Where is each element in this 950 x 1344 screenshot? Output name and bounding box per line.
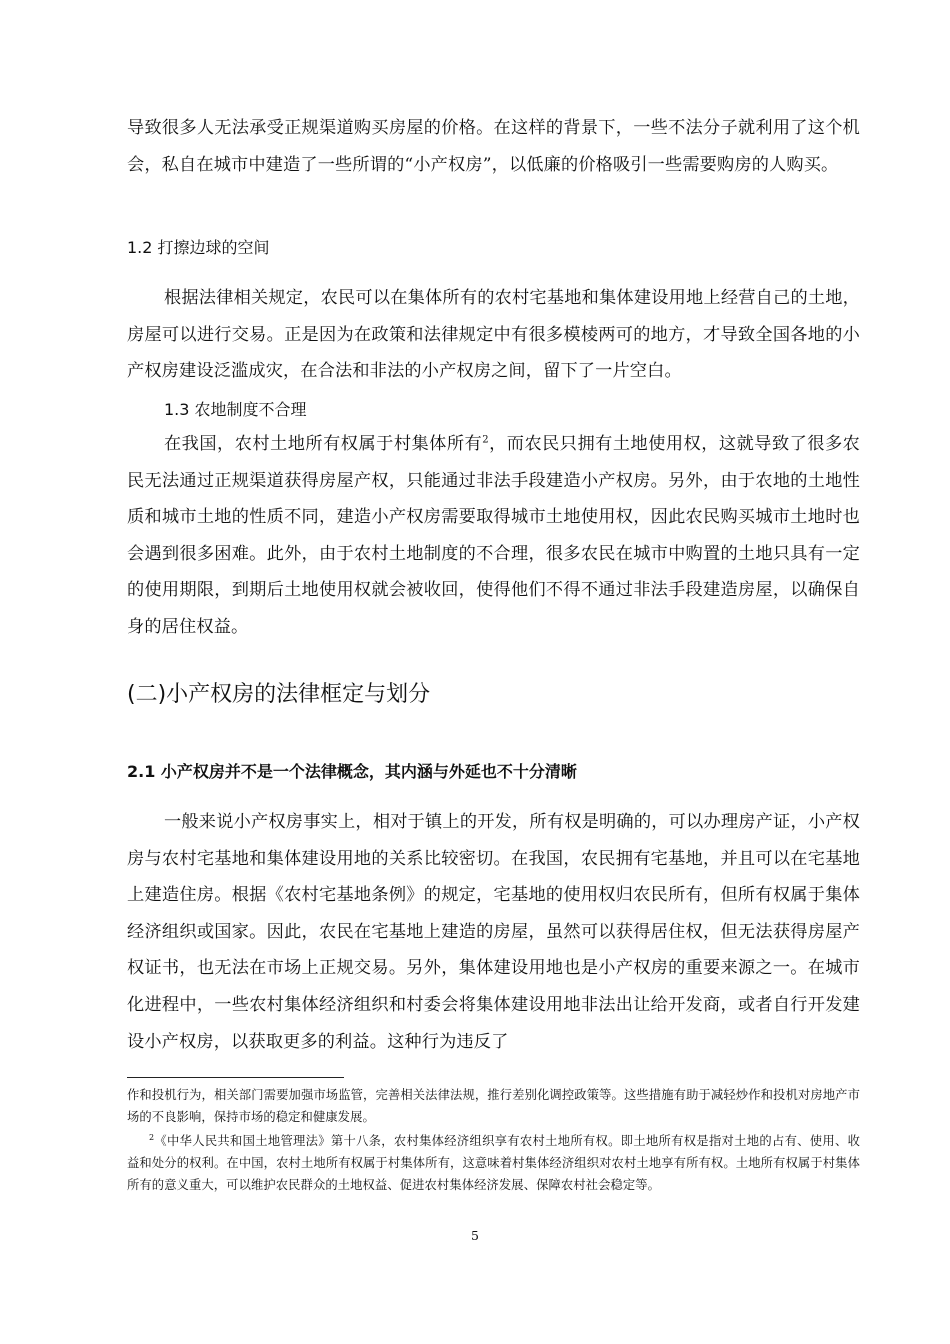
- footnote-marker-2: 2: [149, 1132, 155, 1142]
- footnote-2-text: 《中华人民共和国土地管理法》第十八条，农村集体经济组织享有农村土地所有权。即土地所有权是指对土地的占有、使用、收益和处分的权利。在中国，农村土地所有权属于村集体所有，这意味着村集体经济组织对农村土地享有所有权。土地所有权属于村集体所有的意义重大，可以维护农民群众的土地权益、促进农村集体经济发展、保障农村社会稳定等。: [127, 1134, 860, 1192]
- paragraph-text-part-1: 在我国，农村土地所有权属于村集体所有: [164, 434, 483, 454]
- body-paragraph-continued: 导致很多人无法承受正规渠道购买房屋的价格。在这样的背景下，一些不法分子就利用了这个机会，私自在城市中建造了一些所谓的“小产权房”，以低廉的价格吸引一些需要购房的人购买。: [127, 118, 860, 175]
- body-paragraph-1-3: [127, 426, 860, 646]
- heading-2-1: 2.1 小产权房并不是一个法律概念，其内涵与外延也不十分清晰: [127, 762, 577, 781]
- body-paragraph-1-2: 根据法律相关规定，农民可以在集体所有的农村宅基地和集体建设用地上经营自己的土地，房屋可以进行交易。正是因为在政策和法律规定中有很多模棱两可的地方，才导致全国各地的小产权房建设泛滥成灾，在合法和非法的小产权房之间，留下了一片空白。: [127, 288, 860, 382]
- footnote-2: [127, 1130, 860, 1196]
- footnote-continued: 作和投机行为，相关部门需要加强市场监管，完善相关法律法规，推行差别化调控政策等。这些措施有助于减轻炒作和投机对房地产市场的不良影响，保持市场的稳定和健康发展。: [127, 1088, 860, 1124]
- footnote-reference-2: 2: [482, 434, 489, 446]
- page-number: 5: [471, 1228, 479, 1243]
- section-heading-2: (二)小产权房的法律框定与划分: [127, 682, 431, 707]
- body-paragraph-2-1: 一般来说小产权房事实上，相对于镇上的开发，所有权是明确的，可以办理房产证，小产权房与农村宅基地和集体建设用地的关系比较密切。在我国，农民拥有宅基地，并且可以在宅基地上建造住房。根据《农村宅基地条例》的规定，宅基地的使用权归农民所有，但所有权属于集体经济组织或国家。因此，农民在宅基地上建造的房屋，虽然可以获得居住权，但无法获得房屋产权证书，也无法在市场上正规交易。另外，集体建设用地也是小产权房的重要来源之一。在城市化进程中，一些农村集体经济组织和村委会将集体建设用地非法出让给开发商，或者自行开发建设小产权房，以获取更多的利益。这种行为违反了: [127, 812, 860, 1052]
- paragraph-text-part-2: ，而农民只拥有土地使用权，这就导致了很多农民无法通过正规渠道获得房屋产权，只能通过非法手段建造小产权房。另外，由于农地的土地性质和城市土地的性质不同，建造小产权房需要取得城市土地使用权，因此农民购买城市土地时也会遇到很多困难。此外，由于农村土地制度的不合理，很多农民在城市中购置的土地只具有一定的使用期限，到期后土地使用权就会被收回，使得他们不得不通过非法手段建造房屋，以确保自身的居住权益。: [127, 434, 861, 637]
- footnote-separator: [127, 1077, 344, 1078]
- heading-1-2: 1.2 打擦边球的空间: [127, 238, 270, 257]
- heading-1-3: 1.3 农地制度不合理: [164, 400, 307, 419]
